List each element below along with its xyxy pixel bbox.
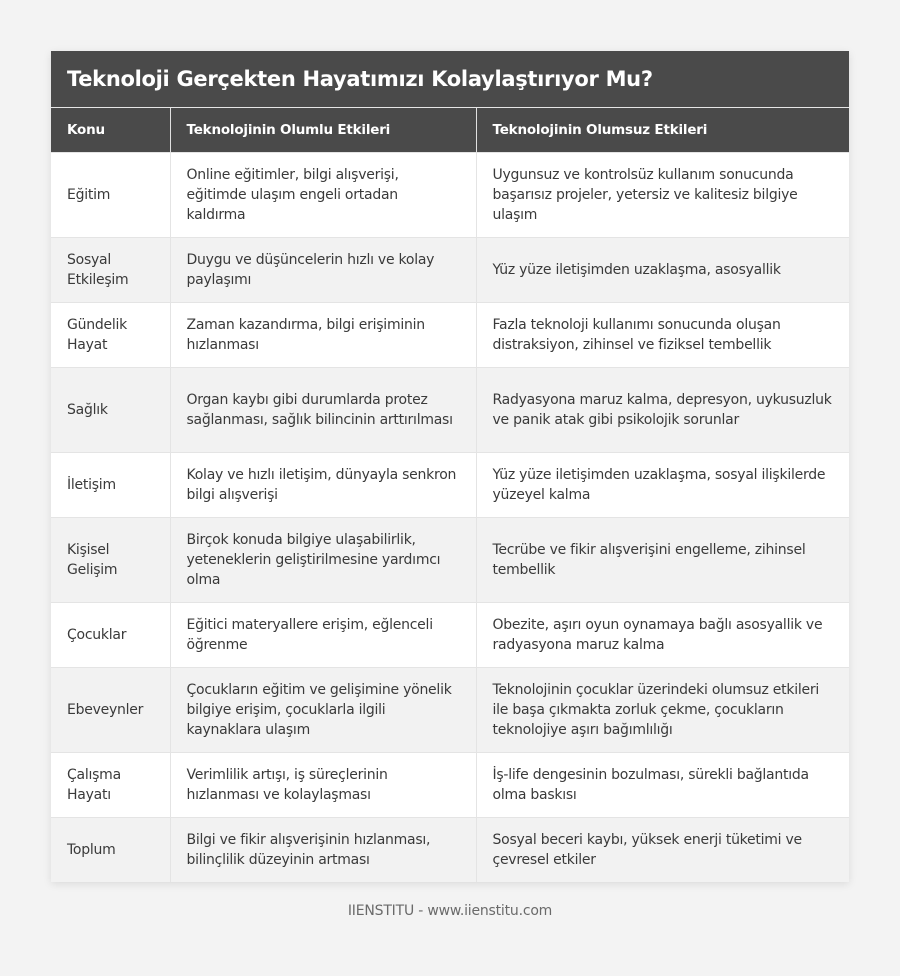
topic-cell: Çalışma Hayatı [51, 753, 170, 818]
table-row [51, 518, 849, 603]
table-row [51, 303, 849, 368]
negative-cell: Yüz yüze iletişimden uzaklaşma, sosyal ilişkilerde yüzeyel kalma [476, 453, 849, 518]
negative-cell: Yüz yüze iletişimden uzaklaşma, asosyallik [476, 238, 849, 303]
topic-cell: Çocuklar [51, 603, 170, 668]
positive-cell: Zaman kazandırma, bilgi erişiminin hızlanması [170, 303, 476, 368]
positive-cell: Çocukların eğitim ve gelişimine yönelik bilgiye erişim, çocuklarla ilgili kaynaklara ulaşım [170, 668, 476, 753]
positive-cell: Organ kaybı gibi durumlarda protez sağlanması, sağlık bilincinin arttırılması [170, 368, 476, 453]
header-row [51, 108, 849, 153]
topic-cell: Sosyal Etkileşim [51, 238, 170, 303]
positive-cell: Kolay ve hızlı iletişim, dünyayla senkron bilgi alışverişi [170, 453, 476, 518]
table-row [51, 368, 849, 453]
negative-cell: Fazla teknoloji kullanımı sonucunda oluşan distraksiyon, zihinsel ve fiziksel tembellik [476, 303, 849, 368]
table-row [51, 153, 849, 238]
table-row [51, 238, 849, 303]
positive-cell: Bilgi ve fikir alışverişinin hızlanması, bilinçlilik düzeyinin artması [170, 818, 476, 883]
negative-cell: Radyasyona maruz kalma, depresyon, uykusuzluk ve panik atak gibi psikolojik sorunlar [476, 368, 849, 453]
positive-cell: Duygu ve düşüncelerin hızlı ve kolay paylaşımı [170, 238, 476, 303]
negative-cell: Tecrübe ve fikir alışverişini engelleme, zihinsel tembellik [476, 518, 849, 603]
table-row [51, 668, 849, 753]
table-row [51, 753, 849, 818]
column-header-negative-effects: Teknolojinin Olumsuz Etkileri [476, 108, 849, 153]
table-row [51, 818, 849, 883]
topic-cell: Sağlık [51, 368, 170, 453]
table-row [51, 603, 849, 668]
comparison-table [51, 108, 849, 882]
negative-cell: İş-life dengesinin bozulması, sürekli bağlantıda olma baskısı [476, 753, 849, 818]
positive-cell: Birçok konuda bilgiye ulaşabilirlik, yeteneklerin geliştirilmesine yardımcı olma [170, 518, 476, 603]
positive-cell: Verimlilik artışı, iş süreçlerinin hızlanması ve kolaylaşması [170, 753, 476, 818]
comparison-table-card [51, 51, 849, 882]
column-header-topic: Konu [51, 108, 170, 153]
topic-cell: Gündelik Hayat [51, 303, 170, 368]
topic-cell: İletişim [51, 453, 170, 518]
negative-cell: Sosyal beceri kaybı, yüksek enerji tüketimi ve çevresel etkiler [476, 818, 849, 883]
negative-cell: Uygunsuz ve kontrolsüz kullanım sonucunda başarısız projeler, yetersiz ve kalitesiz bilgiye ulaşım [476, 153, 849, 238]
topic-cell: Ebeveynler [51, 668, 170, 753]
negative-cell: Teknolojinin çocuklar üzerindeki olumsuz etkileri ile başa çıkmakta zorluk çekme, çocukların teknolojiye aşırı bağımlılığı [476, 668, 849, 753]
table-header [51, 108, 849, 153]
column-header-positive-effects: Teknolojinin Olumlu Etkileri [170, 108, 476, 153]
topic-cell: Kişisel Gelişim [51, 518, 170, 603]
positive-cell: Eğitici materyallere erişim, eğlenceli öğrenme [170, 603, 476, 668]
table-title: Teknoloji Gerçekten Hayatımızı Kolaylaştırıyor Mu? [51, 51, 849, 108]
topic-cell: Toplum [51, 818, 170, 883]
topic-cell: Eğitim [51, 153, 170, 238]
table-body [51, 153, 849, 883]
table-row [51, 453, 849, 518]
footer-credit: IIENSTITU - www.iienstitu.com [347, 903, 553, 919]
positive-cell: Online eğitimler, bilgi alışverişi, eğitimde ulaşım engeli ortadan kaldırma [170, 153, 476, 238]
negative-cell: Obezite, aşırı oyun oynamaya bağlı asosyallik ve radyasyona maruz kalma [476, 603, 849, 668]
